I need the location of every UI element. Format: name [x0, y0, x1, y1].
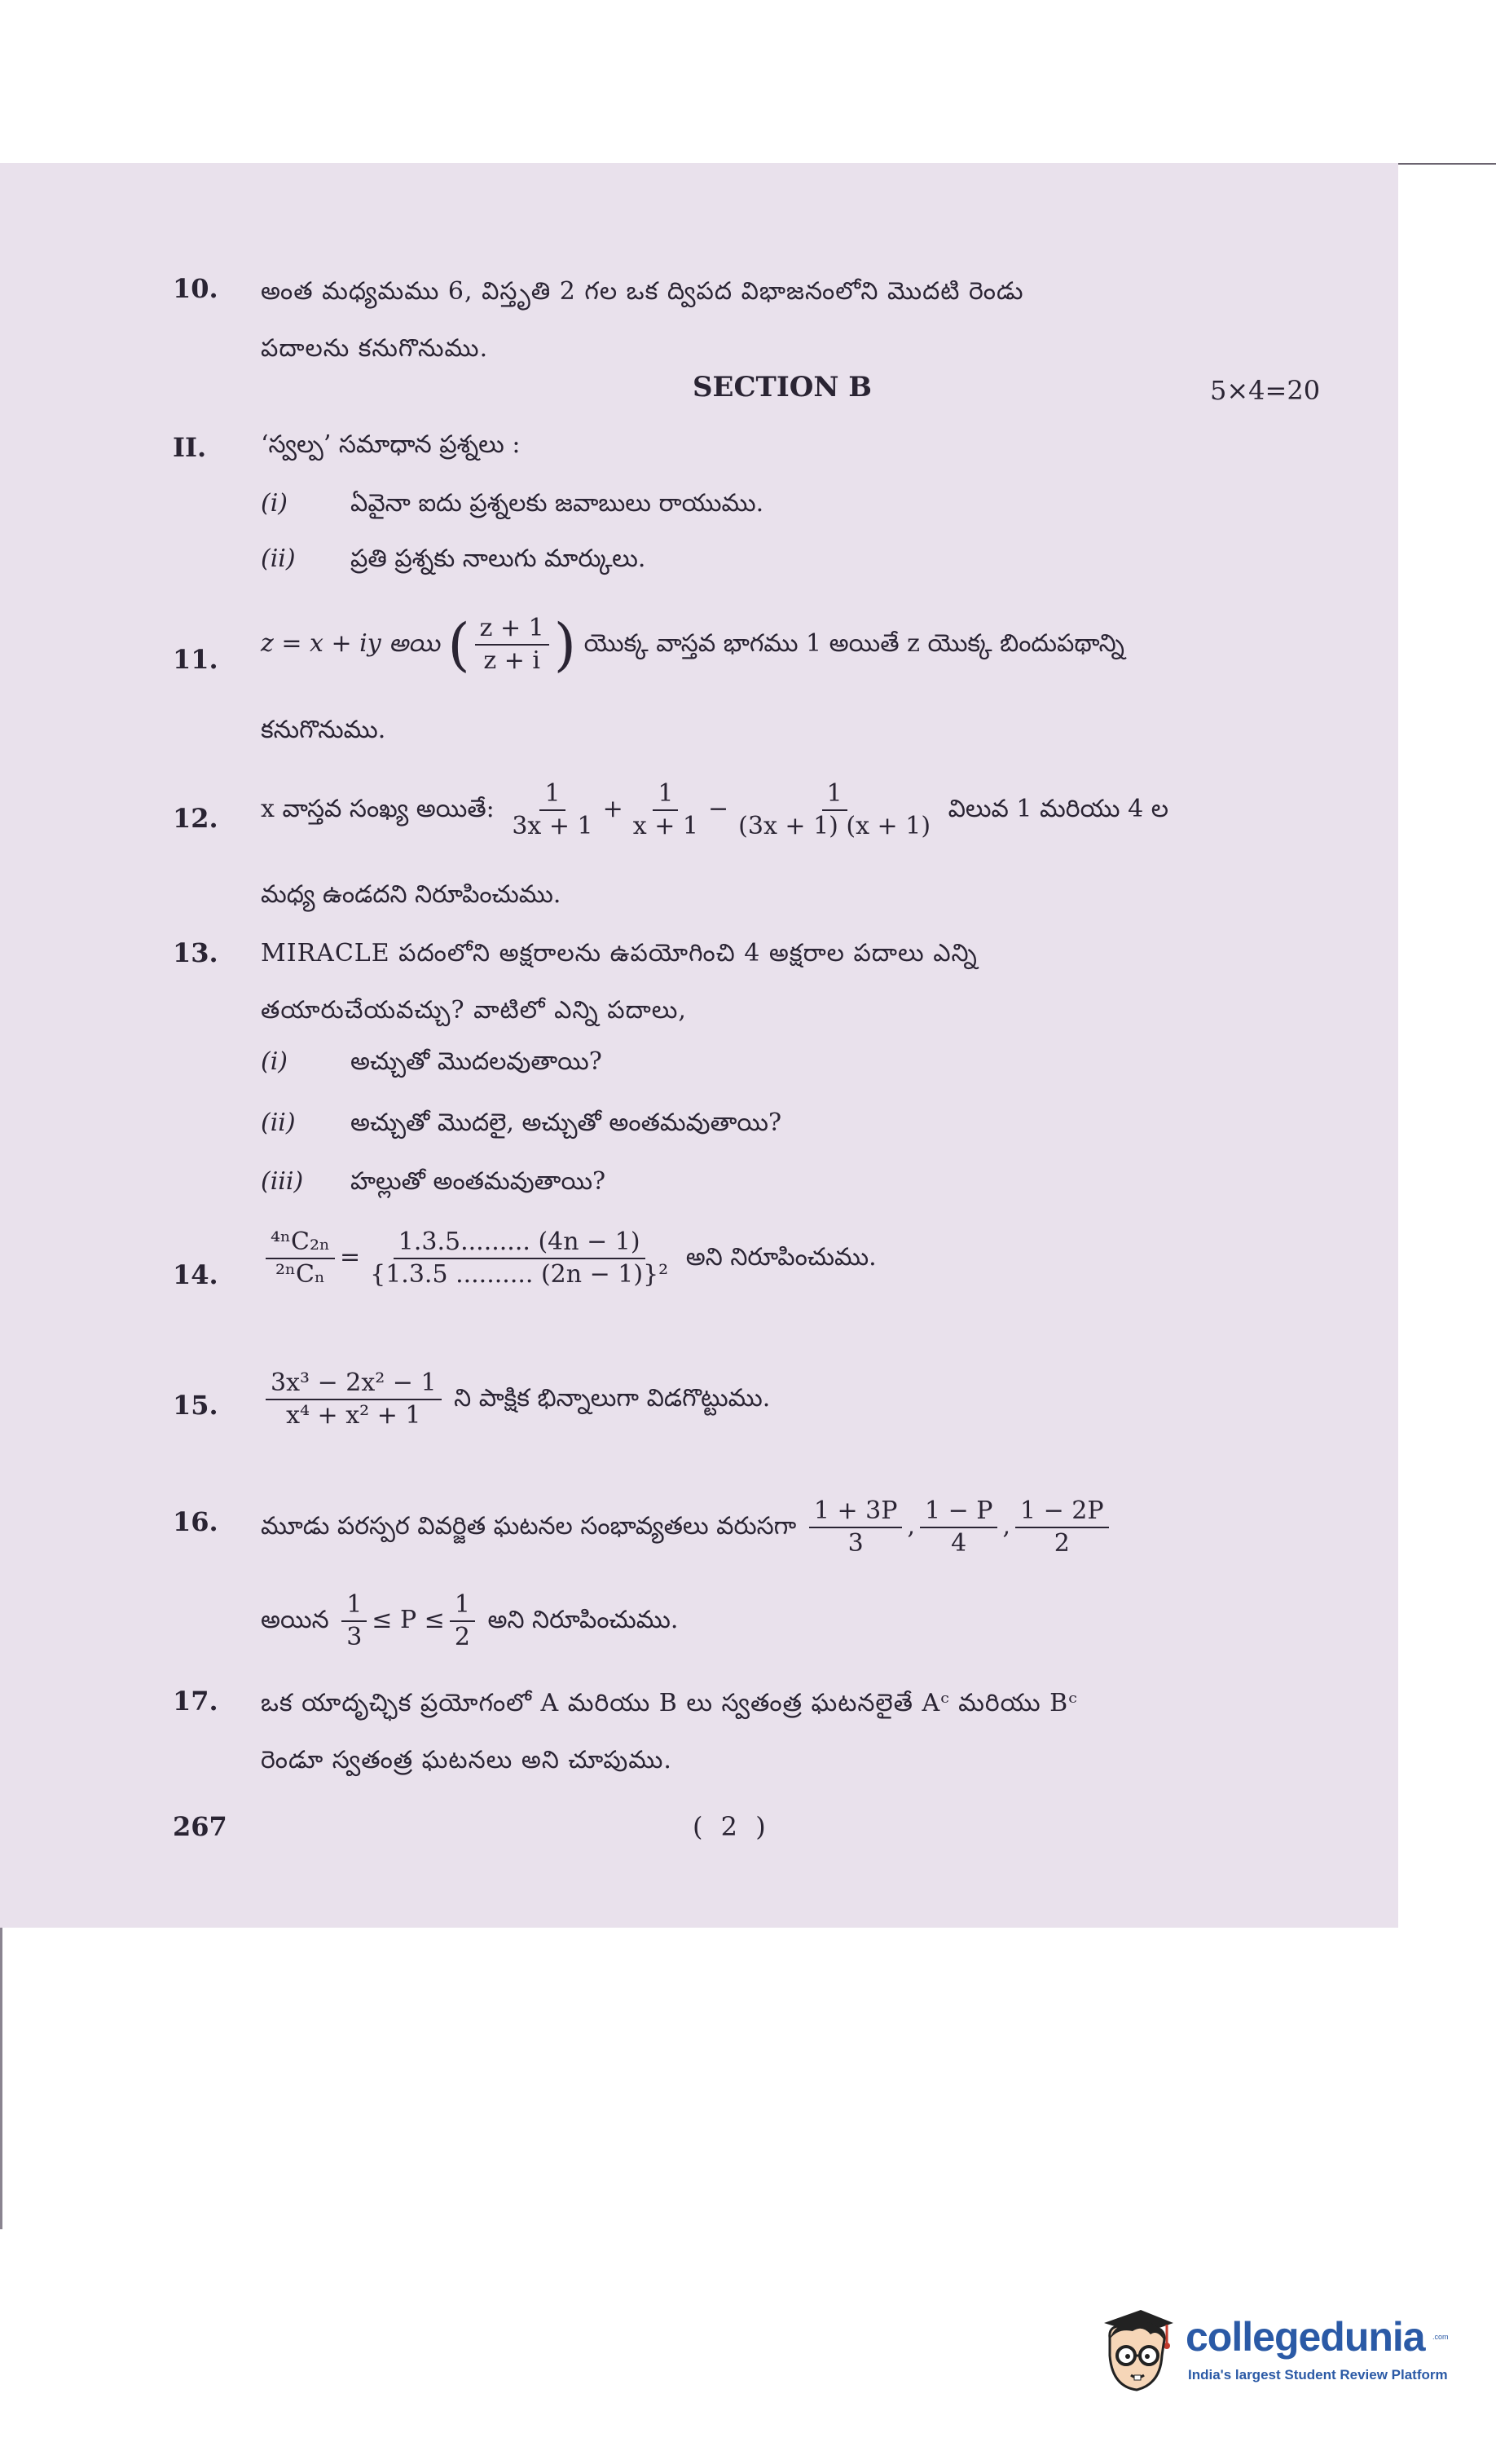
- question-number: 15.: [173, 1390, 218, 1421]
- sub-question: (iii) హల్లుతో అంతమవుతాయి?: [261, 1167, 606, 1196]
- question-text: ఒక యాదృచ్ఛిక ప్రయోగంలో A మరియు B లు స్వతంత్ర ఘటనలైతే Aᶜ మరియు Bᶜ రెండూ స్వతంత్ర ఘటనలు అని చూపుము.: [261, 1689, 1078, 1774]
- question-text: z = x + iy అయి ( $\frac{z + 1}{z + i}$ ) యొక్క వాస్తవ భాగము 1 అయితే z యొక్క బిందుపథాన్ని: [261, 611, 1124, 678]
- fraction: $\frac{1}{(3x + 1) (x + 1)}$: [738, 779, 931, 840]
- fraction: $\frac{1.3.5......... (4n - 1)}{\text{\{1.3.5 .......... (2n − 1)\}²}}$: [370, 1228, 669, 1289]
- instructions-heading: ‘స్వల్ప’ సమాధాన ప్రశ్నలు :: [261, 430, 521, 459]
- question-text: $\frac{\text{⁴ⁿC₂ₙ}}{\text{²ⁿCₙ}}$ = $\frac{1.3.5......... (4n - 1)}{\text{\{1.3.5 .......... (2n − 1)\}²}}$ అని నిరూపించుము.: [261, 1227, 877, 1290]
- scanned-page: [0, 163, 1398, 1928]
- fraction: $\frac{1 - 2P}{2}$: [1015, 1496, 1109, 1559]
- instruction-item: (ii) ప్రతి ప్రశ్నకు నాలుగు మార్కులు.: [261, 544, 646, 573]
- question-number: 14.: [173, 1259, 218, 1290]
- sub-question: (ii) అచ్చుతో మొదలై, అచ్చుతో అంతమవుతాయి?: [261, 1109, 782, 1137]
- fraction: $\frac{1 + 3P}{3}$: [809, 1496, 903, 1559]
- question-text: అయిన $\frac{1}{3}$ ≤ P ≤ $\frac{1}{2}$ అని నిరూపించుము.: [261, 1590, 679, 1651]
- question-text: x వాస్తవ సంఖ్య అయితే: $\frac{1}{3x + 1}$ + $\frac{1}{x + 1}$ − $\frac{1}{(3x + 1) (x + 1)}$ విలువ 1 మరియు 4 ల: [261, 779, 1168, 840]
- fraction: $\frac{1}{3}$: [341, 1589, 367, 1653]
- fraction: $\frac{z + 1}{z + i}$: [475, 613, 549, 677]
- question-number: 17.: [173, 1686, 218, 1717]
- mascot-icon: [1092, 2307, 1181, 2404]
- brand-suffix: .com: [1432, 2333, 1449, 2341]
- fraction: $\frac{1}{3x + 1}$: [512, 779, 593, 840]
- fraction: $\frac{1}{x + 1}$: [632, 779, 699, 840]
- question-number: 10.: [173, 273, 218, 304]
- page-edge-line: [0, 1928, 2, 2229]
- question-text: మూడు పరస్పర వివర్జిత ఘటనల సంభావ్యతలు వరుసగా $\frac{1 + 3P}{3}$ , $\frac{1 - P}{4}$ , $\frac{1 - 2P}{2}$: [261, 1496, 1336, 1559]
- question-number: 12.: [173, 803, 218, 834]
- paper-code: 267: [173, 1811, 227, 1842]
- sub-question: (i) అచ్చుతో మొదలవుతాయి?: [261, 1047, 602, 1076]
- collegedunia-logo: [1092, 2307, 1450, 2404]
- question-text: $\frac{\text{3x³ − 2x² − 1}}{\text{x⁴ + x² + 1}}$ ని పాక్షిక భిన్నాలుగా విడగొట్టుము.: [261, 1368, 770, 1431]
- question-number: 13.: [173, 937, 218, 968]
- brand-tagline: India's largest Student Review Platform: [1188, 2367, 1448, 2382]
- question-number: 11.: [173, 644, 218, 675]
- question-text: కనుగొనుము.: [261, 716, 386, 744]
- fraction: $\frac{1}{2}$: [450, 1589, 475, 1653]
- question-number: II.: [173, 432, 207, 463]
- page-edge-line: [1398, 163, 1496, 165]
- instruction-item: (i) ఏవైనా ఐదు ప్రశ్నలకు జవాబులు రాయుము.: [261, 489, 764, 518]
- question-text: మధ్య ఉండదని నిరూపించుము.: [261, 880, 561, 909]
- brand-name: collegedunia: [1186, 2314, 1425, 2360]
- fraction: $\frac{\text{⁴ⁿC₂ₙ}}{\text{²ⁿCₙ}}$: [266, 1227, 335, 1290]
- section-title: SECTION B: [693, 371, 873, 403]
- question-text: MIRACLE పదంలోని అక్షరాలను ఉపయోగించి 4 అక్షరాల పదాలు ఎన్ని తయారుచేయవచ్చు? వాటిలో ఎన్ని పదాలు,: [261, 939, 978, 1025]
- question-text: అంత మధ్యమము 6, విస్తృతి 2 గల ఒక ద్విపద విభాజనంలోని మొదటి రెండు పదాలను కనుగొనుము.: [261, 277, 1024, 363]
- page-number: ( 2 ): [693, 1811, 771, 1842]
- fraction: $\frac{1 - P}{4}$: [920, 1496, 997, 1559]
- section-marks: 5×4=20: [1210, 375, 1321, 406]
- fraction: $\frac{\text{3x³ − 2x² − 1}}{\text{x⁴ + x² + 1}}$: [266, 1368, 442, 1431]
- question-number: 16.: [173, 1506, 218, 1537]
